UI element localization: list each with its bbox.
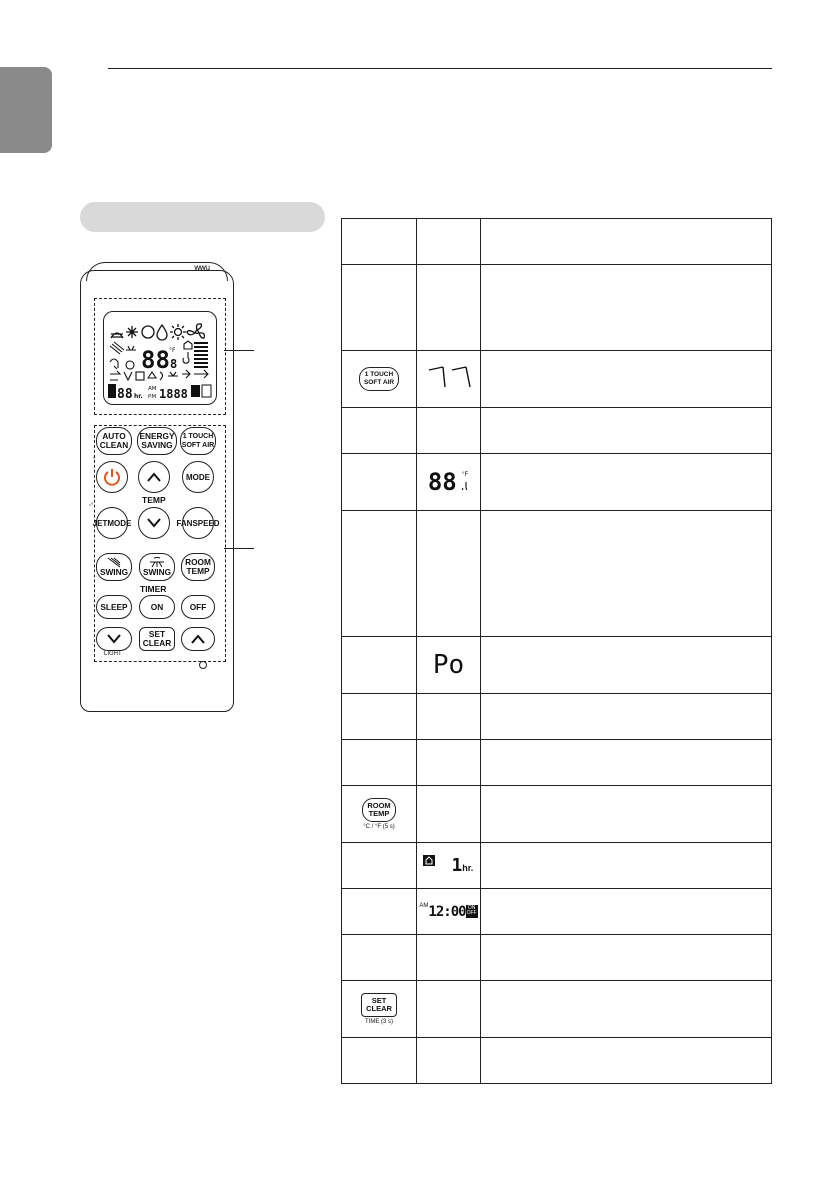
fan-label-1: FAN xyxy=(176,518,193,528)
fan-icon xyxy=(187,324,204,338)
table-row xyxy=(342,351,772,408)
header-rule xyxy=(108,68,772,69)
jet-label-1: JET xyxy=(92,518,108,528)
room-temp-label-1: ROOM xyxy=(185,557,211,567)
snowflake-icon xyxy=(126,326,138,338)
power-button[interactable] xyxy=(96,461,128,493)
lcd-pm: PM xyxy=(148,394,157,400)
time-off-badge: OFF xyxy=(466,910,477,917)
lock-badge-icon xyxy=(108,384,116,398)
off-label: OFF xyxy=(189,601,207,612)
on-off-badge-icon xyxy=(191,385,200,397)
lcd-hours: 88 xyxy=(117,387,133,402)
jet-indicator-dot: ▫° xyxy=(89,503,94,509)
table-row xyxy=(342,786,772,843)
timer-off-button[interactable] xyxy=(181,595,215,619)
chevron-down-icon xyxy=(146,517,162,529)
lcd-degree-unit: °F xyxy=(169,347,176,354)
buttons-callout-line xyxy=(224,548,254,549)
clear-label: CLEAR xyxy=(142,638,172,648)
lcd-am: AM xyxy=(148,386,157,392)
section-tab xyxy=(0,67,52,153)
sleep-hr: hr. xyxy=(462,863,474,873)
temp-label: TEMP xyxy=(142,495,166,505)
auto-clean-label-1: AUTO xyxy=(102,431,126,441)
temp-up-button[interactable] xyxy=(138,461,170,493)
table-row xyxy=(342,935,772,981)
time-display: 12:00 xyxy=(428,903,466,920)
reset-hole[interactable] xyxy=(199,661,207,669)
table-row xyxy=(342,1038,772,1084)
timer-down-button[interactable] xyxy=(96,627,132,651)
room-temp-label-2: TEMP xyxy=(186,566,210,576)
room-temp-button[interactable] xyxy=(181,553,215,581)
power-icon xyxy=(102,467,122,487)
table-row xyxy=(342,408,772,454)
row10-button-label-2: TEMP xyxy=(368,809,390,818)
po-display: Po xyxy=(432,650,465,680)
swing1-label: SWING xyxy=(99,567,129,577)
table-row xyxy=(342,454,772,511)
row14-caption: TIME (3 s) xyxy=(365,1019,393,1025)
set-label: SET xyxy=(148,629,166,639)
timer-badge-icon xyxy=(202,385,211,397)
timer-up-button[interactable] xyxy=(181,627,215,651)
table-row xyxy=(342,219,772,265)
room-temp-button-image xyxy=(362,798,395,822)
thermometer-icon xyxy=(461,480,469,490)
jet-label-2: MODE xyxy=(107,518,132,528)
fan-speed-button[interactable] xyxy=(176,507,220,539)
ai-icon xyxy=(142,326,154,338)
row10-caption: °C / °F (5 s) xyxy=(363,824,395,830)
sun-icon xyxy=(170,324,186,340)
display-callout-line xyxy=(224,350,254,351)
mode-button[interactable] xyxy=(182,461,214,493)
chevron-up-icon xyxy=(146,471,162,483)
chevron-up-icon xyxy=(190,633,206,645)
temp-display-digits: 88 xyxy=(427,468,457,496)
table-row xyxy=(342,265,772,351)
sleep-button[interactable] xyxy=(96,595,132,619)
fan-speed-bars-icon xyxy=(194,342,208,368)
one-touch-button-image xyxy=(359,367,399,391)
lcd-hr: hr. xyxy=(134,393,143,400)
table-row xyxy=(342,889,772,935)
table-row xyxy=(342,843,772,889)
sleep-badge-icon xyxy=(423,855,435,866)
lcd-display xyxy=(103,311,217,405)
vertical-swing-button[interactable] xyxy=(96,553,132,581)
set-clear-button[interactable] xyxy=(139,627,175,651)
function-table xyxy=(341,218,772,1084)
section-heading-bar xyxy=(80,202,325,232)
thermometer-icon xyxy=(183,352,189,363)
table-row xyxy=(342,694,772,740)
horizontal-swing-button[interactable] xyxy=(139,553,175,581)
temp-display-unit: °F xyxy=(462,472,469,478)
row3-button-label-2: SOFT AIR xyxy=(363,379,395,386)
energy-saving-label-1: ENERGY xyxy=(139,431,175,441)
chevron-down-icon xyxy=(106,633,122,645)
vane-position-icon xyxy=(426,364,472,390)
table-row xyxy=(342,637,772,694)
jet-mode-button[interactable] xyxy=(92,507,132,539)
energy-saving-label-2: SAVING xyxy=(141,440,173,450)
temp-down-button[interactable] xyxy=(138,507,170,539)
home-icon xyxy=(184,341,192,349)
lcd-main-digits: 88 xyxy=(141,346,170,374)
on-label: ON xyxy=(150,601,164,612)
table-row xyxy=(342,981,772,1038)
row14-button-label-2: CLEAR xyxy=(366,1004,392,1013)
sleep-label: SLEEP xyxy=(100,601,128,612)
lcd-small-digit: 8 xyxy=(170,357,178,371)
mode-label: MODE xyxy=(186,472,210,482)
time-on-badge: ON xyxy=(467,904,476,911)
swing2-label: SWING xyxy=(142,567,172,577)
one-touch-label-1: 1 TOUCH xyxy=(182,433,214,440)
auto-clean-button[interactable] xyxy=(96,427,132,455)
row10-button-label-1: ROOM xyxy=(367,801,391,810)
lcd-clock: 1888 xyxy=(159,387,188,401)
fan-label-2: SPEED xyxy=(192,518,220,528)
timer-on-button[interactable] xyxy=(139,595,175,619)
sleep-hour-digit: 1 xyxy=(451,855,463,876)
ir-emitter-mark: wwu xyxy=(194,263,210,272)
swing-icons xyxy=(110,342,136,369)
table-row xyxy=(342,740,772,786)
set-clear-button-image xyxy=(361,993,397,1017)
auto-clean-label-2: CLEAN xyxy=(99,440,129,450)
light-label: LIGHT xyxy=(104,651,122,657)
row3-button-label-1: 1 TOUCH xyxy=(364,371,394,378)
one-touch-soft-air-button[interactable] xyxy=(180,427,216,455)
energy-saving-button[interactable] xyxy=(137,427,177,455)
row14-button-label-1: SET xyxy=(371,996,387,1005)
lcd-icons xyxy=(104,312,216,404)
table-row xyxy=(342,511,772,637)
power-indicator-dot: ° xyxy=(93,457,96,463)
dehumidify-icon xyxy=(157,325,167,340)
time-am: AM xyxy=(419,902,429,909)
one-touch-label-2: SOFT AIR xyxy=(181,442,215,449)
timer-label: TIMER xyxy=(140,584,167,594)
